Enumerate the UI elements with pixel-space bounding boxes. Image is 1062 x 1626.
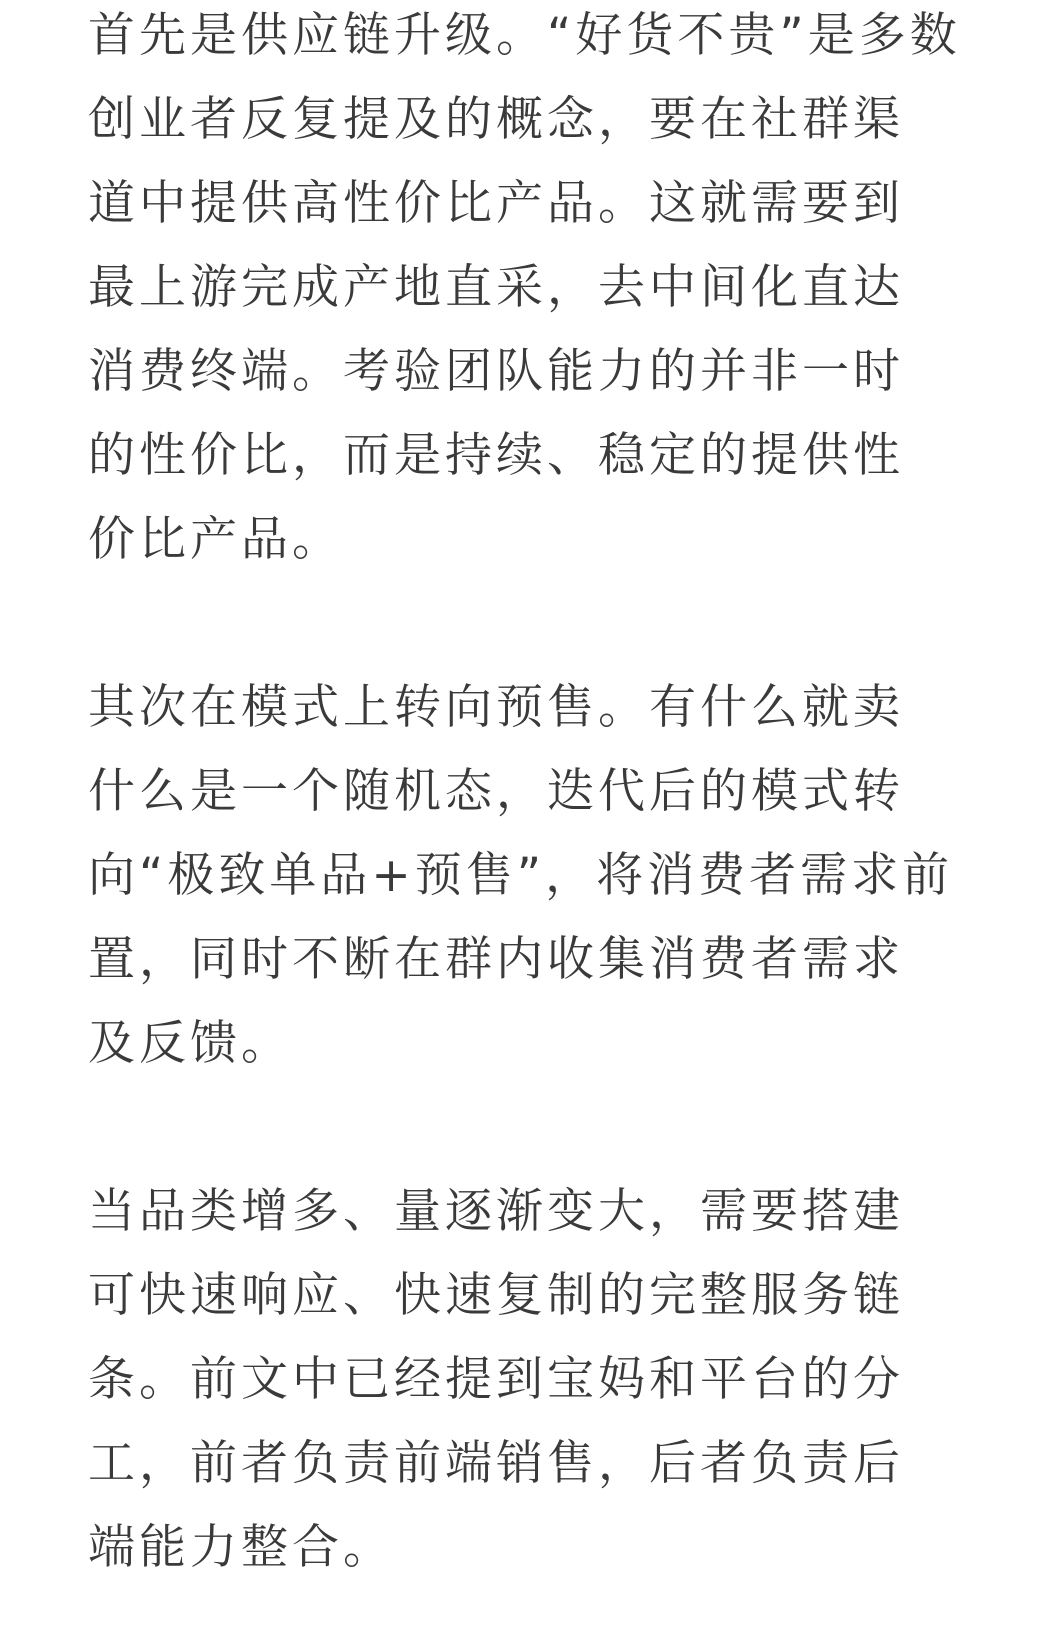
- text-line: 消费终端。考验团队能力的并非一时: [88, 344, 904, 399]
- text-line: 最上游完成产地直采，去中间化直达: [88, 260, 904, 315]
- text-line: 可快速响应、快速复制的完整服务链: [88, 1268, 904, 1323]
- text-line: 什么是一个随机态，迭代后的模式转: [88, 764, 904, 819]
- text-line: 及反馈。: [88, 1016, 292, 1071]
- text-line: 的性价比，而是持续、稳定的提供性: [88, 428, 904, 483]
- paragraph-service-chain: [88, 1170, 938, 1590]
- paragraph-presale-model: [88, 666, 954, 1086]
- text-line: 条。前文中已经提到宝妈和平台的分: [88, 1352, 904, 1407]
- text-line: 端能力整合。: [88, 1520, 394, 1575]
- text-line: 当品类增多、量逐渐变大，需要搭建: [88, 1184, 904, 1239]
- article-body: [88, 0, 961, 1590]
- text-line: 道中提供高性价比产品。这就需要到: [88, 176, 904, 231]
- text-line: 首先是供应链升级。“好货不贵”是多数: [88, 8, 961, 63]
- paragraph-supply-chain: [88, 0, 961, 582]
- text-line: 工，前者负责前端销售，后者负责后: [88, 1436, 904, 1491]
- text-line: 其次在模式上转向预售。有什么就卖: [88, 680, 904, 735]
- text-line: 创业者反复提及的概念，要在社群渠: [88, 92, 904, 147]
- text-line: 置，同时不断在群内收集消费者需求: [88, 932, 904, 987]
- text-line: 价比产品。: [88, 512, 343, 567]
- text-line: 向“极致单品+预售”，将消费者需求前: [88, 848, 954, 903]
